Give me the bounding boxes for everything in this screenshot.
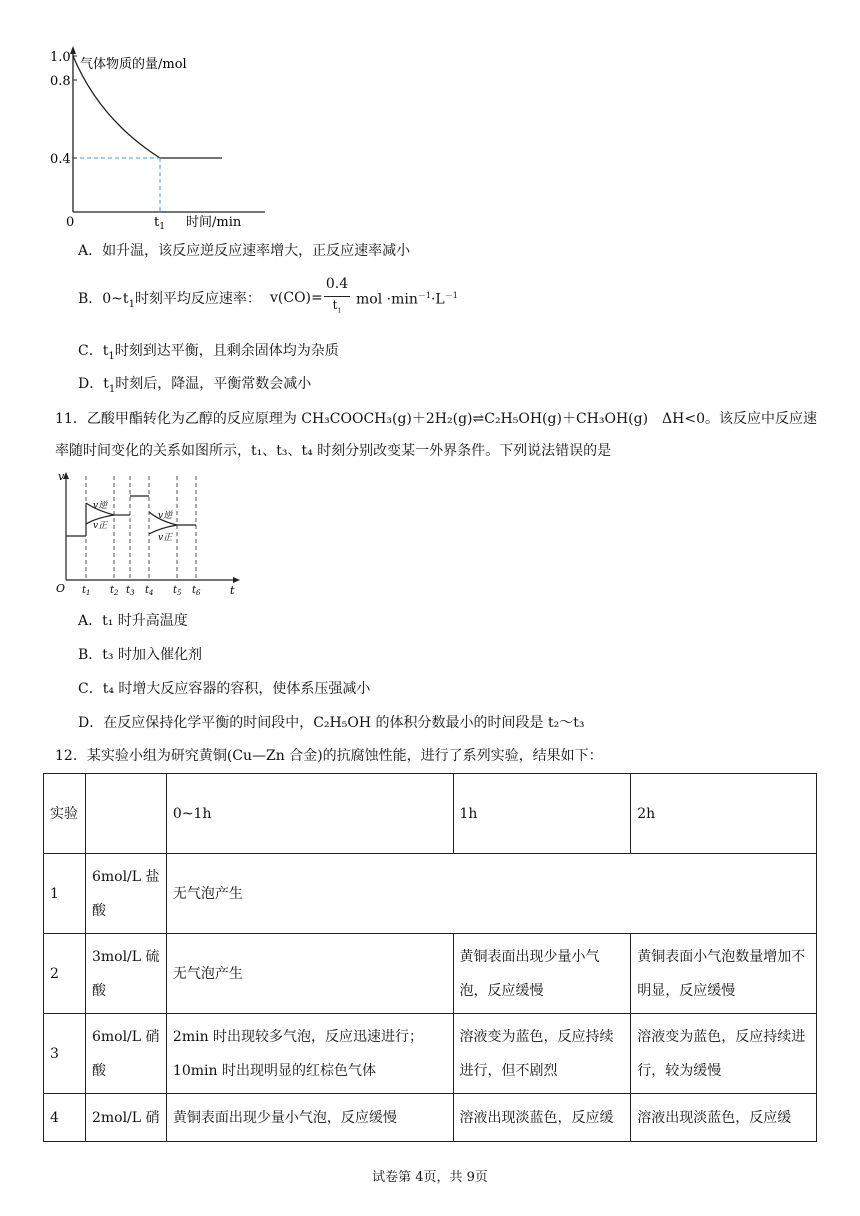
cell-h0: 无气泡产生 bbox=[166, 854, 816, 934]
label-v-zheng-1: v正 bbox=[93, 521, 108, 531]
q10-option-c[interactable]: C．$t_1$时刻到达平衡，且剩余固体均为杂质 bbox=[78, 343, 339, 362]
q11-option-a[interactable]: A．t₁ 时升高温度 bbox=[78, 613, 188, 629]
header-cell: 0~1h bbox=[166, 774, 453, 854]
cell-reagent: 3mol/L 硫酸 bbox=[85, 934, 166, 1014]
header-cell bbox=[85, 774, 166, 854]
cell-id: 4 bbox=[44, 1094, 86, 1142]
table-row bbox=[44, 1014, 817, 1094]
q10-option-b[interactable]: B．$0\sim t_1$时刻平均反应速率： bbox=[78, 291, 261, 310]
cell-id: 2 bbox=[44, 934, 86, 1014]
xtick-t4: $t_4$ bbox=[145, 585, 154, 597]
q10-option-a[interactable]: A．如升温，该反应逆反应速率增大，正反应速率减小 bbox=[78, 243, 411, 259]
table-row bbox=[44, 1094, 817, 1142]
cell-h0: 2min 时出现较多气泡，反应迅速进行；10min 时出现明显的红棕色气体 bbox=[166, 1014, 453, 1094]
cell-h1: 黄铜表面出现少量小气泡，反应缓慢 bbox=[453, 934, 631, 1014]
q11-stem-line2: 率随时间变化的关系如图所示，t₁、t₃、t₄ 时刻分别改变某一外界条件。下列说法错误的是 bbox=[55, 443, 612, 459]
ytick-3: 0.4 bbox=[50, 152, 71, 167]
cell-h0: 黄铜表面出现少量小气泡，反应缓慢 bbox=[166, 1094, 453, 1142]
ytick-2: 0.8 bbox=[50, 74, 71, 89]
rate-xlabel: t bbox=[230, 584, 235, 597]
cell-h1: 溶液变为蓝色，反应持续进行，但不剧烈 bbox=[453, 1014, 631, 1094]
q10-option-d[interactable]: D．$t_1$时刻后，降温，平衡常数会减小 bbox=[78, 376, 312, 395]
xtick-t1: $t_1$ bbox=[82, 585, 91, 597]
header-cell: 2h bbox=[631, 774, 817, 854]
rate-origin: O bbox=[56, 582, 66, 595]
cell-reagent: 6mol/L 盐酸 bbox=[85, 854, 166, 934]
xtick-t6: $t_6$ bbox=[192, 585, 201, 597]
table-header-row bbox=[44, 774, 817, 854]
label-v-zheng-2: v正 bbox=[158, 533, 173, 543]
xtick-t3: $t_3$ bbox=[126, 585, 135, 597]
cell-h2: 黄铜表面小气泡数量增加不明显，反应缓慢 bbox=[631, 934, 817, 1014]
cell-h2: 溶液变为蓝色，反应持续进行，较为缓慢 bbox=[631, 1014, 817, 1094]
cell-reagent: 6mol/L 硝酸 bbox=[85, 1014, 166, 1094]
q12-stem: 12．某实验小组为研究黄铜(Cu—Zn 合金)的抗腐蚀性能，进行了系列实验，结果如下： bbox=[55, 748, 603, 764]
q11-option-b[interactable]: B．t₃ 时加入催化剂 bbox=[78, 647, 202, 663]
xtick-t2: $t_2$ bbox=[110, 585, 119, 597]
xtick-t5: $t_5$ bbox=[173, 585, 182, 597]
origin-label: 0 bbox=[66, 215, 75, 230]
q11-option-c[interactable]: C．t₄ 时增大反应容器的容积，使体系压强减小 bbox=[78, 681, 371, 697]
y-axis-arrow bbox=[70, 46, 76, 54]
cell-id: 3 bbox=[44, 1014, 86, 1094]
rate-ylabel: v bbox=[58, 470, 65, 483]
ylabel: 气体物质的量/mol bbox=[80, 57, 187, 72]
q11-stem-line1: 11．乙酸甲酯转化为乙醇的反应原理为 CH₃COOCH₃(g)＋2H₂(g)⇌C₂H₅OH(g)＋CH₃OH(g) ΔH<0。该反应中反应速 bbox=[55, 411, 818, 427]
cell-h2: 溶液出现淡蓝色，反应缓 bbox=[631, 1094, 817, 1142]
xtick-t1: $t_1$ bbox=[154, 215, 165, 232]
graph-rate-time bbox=[52, 468, 242, 600]
graph-gas-amount bbox=[40, 40, 280, 235]
label-v-ni-1: v逆 bbox=[93, 501, 108, 511]
cell-id: 1 bbox=[44, 854, 86, 934]
table-row bbox=[44, 934, 817, 1014]
cell-h1: 溶液出现淡蓝色，反应缓 bbox=[453, 1094, 631, 1142]
table-row bbox=[44, 854, 817, 934]
cell-reagent: 2mol/L 硝 bbox=[85, 1094, 166, 1142]
cell-h0: 无气泡产生 bbox=[166, 934, 453, 1014]
xlabel: 时间/min bbox=[186, 215, 242, 230]
experiment-table bbox=[43, 773, 817, 1142]
page-footer: 试卷第 4页，共 9页 bbox=[372, 1170, 488, 1185]
label-v-ni-2: v逆 bbox=[158, 511, 173, 521]
ytick-1: 1.0 bbox=[50, 50, 71, 65]
header-cell: 实验 bbox=[44, 774, 86, 854]
q11-option-d[interactable]: D．在反应保持化学平衡的时间段中，C₂H₅OH 的体积分数最小的时间段是 t₂～t₃ bbox=[78, 715, 585, 731]
header-cell: 1h bbox=[453, 774, 631, 854]
